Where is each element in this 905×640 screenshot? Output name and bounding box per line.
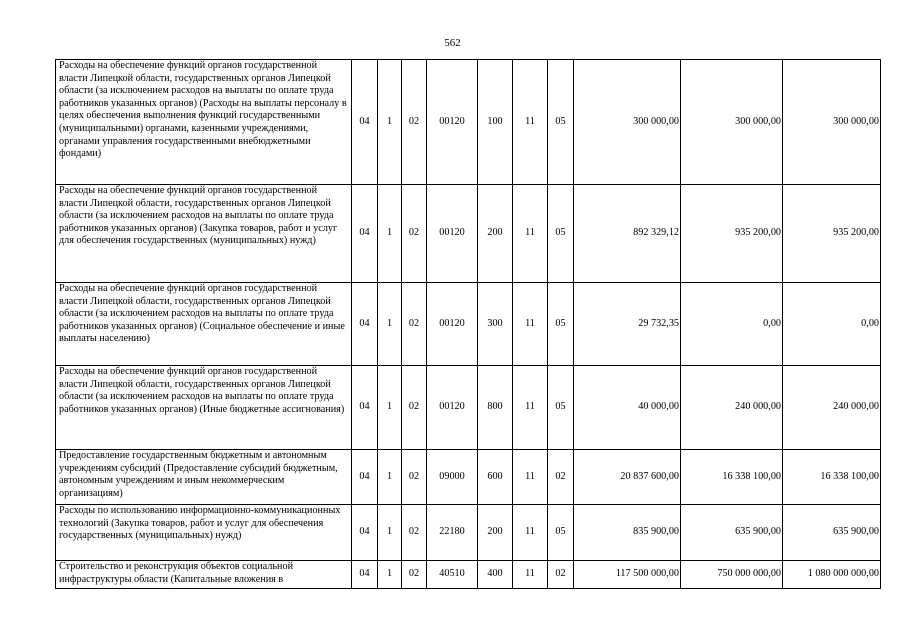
code-subsection: 05: [548, 505, 574, 561]
code-target-article: 22180: [427, 505, 478, 561]
row-description: Расходы на обеспечение функций органов государственной власти Липецкой области, государственных органов Липецкой области (за исключением расходов на выплаты по оплате труда работников указанных органов) (Расходы на выплаты персоналу в целях обеспечения выполнения функций государственными (муниципальными) органами, казенными учреждениями, органами управления государственными внебюджетными фондами): [56, 60, 352, 185]
amount-year-3: 16 338 100,00: [783, 450, 881, 505]
amount-year-2: 635 900,00: [681, 505, 783, 561]
row-description: Расходы на обеспечение функций органов государственной власти Липецкой области, государственных органов Липецкой области (за исключением расходов на выплаты по оплате труда работников указанных органов) (Закупка товаров, работ и услуг для обеспечения государственных (муниципальных) нужд): [56, 185, 352, 283]
code-chapter: 11: [513, 283, 548, 366]
table-row: [56, 185, 881, 283]
amount-year-1: 117 500 000,00: [574, 561, 681, 589]
code-section: 04: [352, 283, 378, 366]
code-target-article: 00120: [427, 366, 478, 450]
amount-year-3: 935 200,00: [783, 185, 881, 283]
code-chapter: 11: [513, 366, 548, 450]
code-chapter: 11: [513, 60, 548, 185]
code-program: 1: [378, 185, 402, 283]
table-row: [56, 561, 881, 589]
code-subprogram: 02: [402, 450, 427, 505]
code-expense-type: 300: [478, 283, 513, 366]
amount-year-2: 750 000 000,00: [681, 561, 783, 589]
code-program: 1: [378, 60, 402, 185]
amount-year-1: 29 732,35: [574, 283, 681, 366]
code-expense-type: 200: [478, 185, 513, 283]
amount-year-3: 1 080 000 000,00: [783, 561, 881, 589]
amount-year-2: 935 200,00: [681, 185, 783, 283]
code-section: 04: [352, 185, 378, 283]
code-subsection: 05: [548, 185, 574, 283]
code-chapter: 11: [513, 505, 548, 561]
budget-table: [55, 59, 881, 589]
code-chapter: 11: [513, 450, 548, 505]
row-description: Расходы по использованию информационно-коммуникационных технологий (Закупка товаров, работ и услуг для обеспечения государственных (муниципальных) нужд): [56, 505, 352, 561]
row-description: Расходы на обеспечение функций органов государственной власти Липецкой области, государственных органов Липецкой области (за исключением расходов на выплаты по оплате труда работников указанных органов) (Социальное обеспечение и иные выплаты населению): [56, 283, 352, 366]
code-subprogram: 02: [402, 505, 427, 561]
code-target-article: 09000: [427, 450, 478, 505]
code-section: 04: [352, 366, 378, 450]
code-program: 1: [378, 366, 402, 450]
code-program: 1: [378, 283, 402, 366]
code-program: 1: [378, 561, 402, 589]
code-subsection: 05: [548, 60, 574, 185]
amount-year-1: 40 000,00: [574, 366, 681, 450]
code-section: 04: [352, 561, 378, 589]
code-subprogram: 02: [402, 283, 427, 366]
amount-year-3: 635 900,00: [783, 505, 881, 561]
code-expense-type: 100: [478, 60, 513, 185]
table-row: [56, 505, 881, 561]
table-row: [56, 366, 881, 450]
amount-year-3: 240 000,00: [783, 366, 881, 450]
amount-year-1: 300 000,00: [574, 60, 681, 185]
code-subprogram: 02: [402, 185, 427, 283]
code-section: 04: [352, 450, 378, 505]
row-description: Расходы на обеспечение функций органов государственной власти Липецкой области, государственных органов Липецкой области (за исключением расходов на выплаты по оплате труда работников указанных органов) (Иные бюджетные ассигнования): [56, 366, 352, 450]
table-row: [56, 450, 881, 505]
amount-year-1: 20 837 600,00: [574, 450, 681, 505]
amount-year-2: 300 000,00: [681, 60, 783, 185]
table-row: [56, 283, 881, 366]
code-subprogram: 02: [402, 60, 427, 185]
code-subsection: 02: [548, 450, 574, 505]
code-target-article: 00120: [427, 185, 478, 283]
code-expense-type: 600: [478, 450, 513, 505]
amount-year-2: 0,00: [681, 283, 783, 366]
code-subprogram: 02: [402, 561, 427, 589]
code-section: 04: [352, 505, 378, 561]
code-program: 1: [378, 505, 402, 561]
amount-year-1: 892 329,12: [574, 185, 681, 283]
code-target-article: 40510: [427, 561, 478, 589]
code-program: 1: [378, 450, 402, 505]
table-row: [56, 60, 881, 185]
code-target-article: 00120: [427, 60, 478, 185]
code-subsection: 05: [548, 366, 574, 450]
row-description: Предоставление государственным бюджетным и автономным учреждениям субсидий (Предоставление субсидий бюджетным, автономным учреждениям и иным некоммерческим организациям): [56, 450, 352, 505]
amount-year-2: 240 000,00: [681, 366, 783, 450]
row-description: Строительство и реконструкция объектов социальной инфраструктуры области (Капитальные вложения в: [56, 561, 352, 589]
code-target-article: 00120: [427, 283, 478, 366]
amount-year-3: 0,00: [783, 283, 881, 366]
amount-year-3: 300 000,00: [783, 60, 881, 185]
code-chapter: 11: [513, 185, 548, 283]
code-expense-type: 800: [478, 366, 513, 450]
code-section: 04: [352, 60, 378, 185]
code-expense-type: 200: [478, 505, 513, 561]
code-expense-type: 400: [478, 561, 513, 589]
amount-year-1: 835 900,00: [574, 505, 681, 561]
code-subprogram: 02: [402, 366, 427, 450]
page-number: 562: [444, 37, 461, 49]
code-subsection: 05: [548, 283, 574, 366]
amount-year-2: 16 338 100,00: [681, 450, 783, 505]
code-subsection: 02: [548, 561, 574, 589]
code-chapter: 11: [513, 561, 548, 589]
